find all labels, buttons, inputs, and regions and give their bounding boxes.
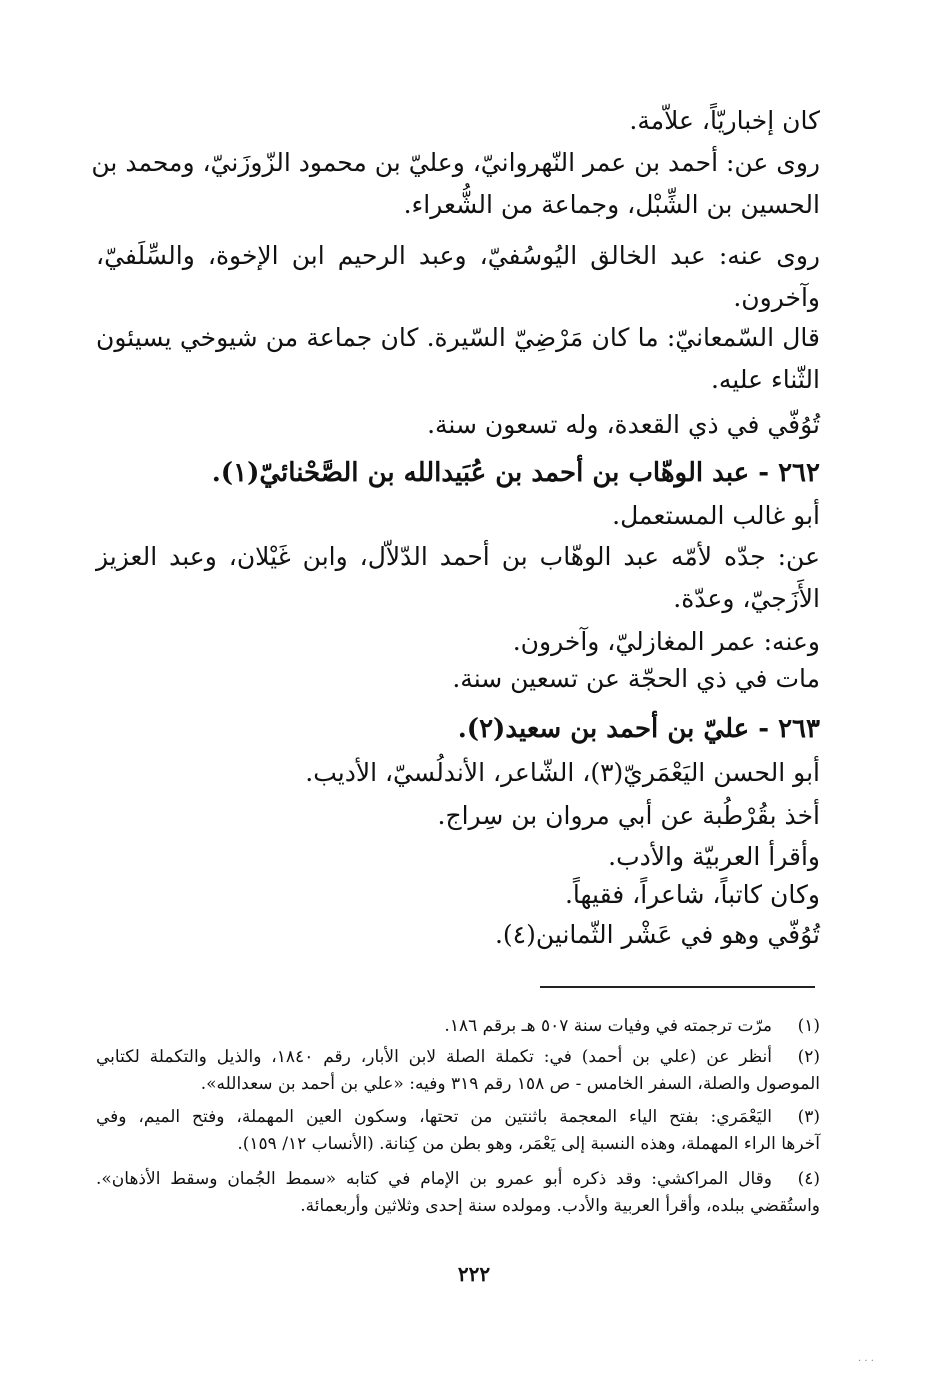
footnote-number: (٣) xyxy=(797,1107,820,1127)
footnote xyxy=(96,1105,820,1155)
text-line: الثّناء عليه. xyxy=(710,365,820,394)
text-line: عن: جدّه لأمّه عبد الوهّاب بن أحمد الدّلاّل، وابن غَيْلان، وعبد العزيز xyxy=(96,542,820,571)
entry-heading: ٢٦٢ - عبد الوهّاب بن أحمد بن عُبَيدالله بن الصَّحْنائيّ(١). xyxy=(211,458,820,488)
text-line: أخذ بقُرْطُبة عن أبي مروان بن سِراج. xyxy=(437,801,820,830)
footnote-text: واستُقضي ببلده، وأقرأ العربية والأدب. ومولده سنة إحدى وثلاثين وأربعمائة. xyxy=(300,1196,820,1216)
footnote-text: وقال المراكشي: وقد ذكره أبو عمرو بن الإمام في كتابه «سمط الجُمان وسقط الأذهان». xyxy=(96,1169,772,1189)
text-line: روى عن: أحمد بن عمر النّهروانيّ، وعليّ بن محمود الزّوزَنيّ، ومحمد بن xyxy=(91,148,820,177)
text-line: الأَزَجيّ، وعدّة. xyxy=(673,584,820,613)
footnote-number: (٢) xyxy=(797,1047,820,1067)
footnote-number: (١) xyxy=(797,1016,820,1036)
text-line: أبو غالب المستعمل. xyxy=(612,501,820,530)
text-line: تُوُفّي في ذي القعدة، وله تسعون سنة. xyxy=(427,410,820,439)
footnote-number: (٤) xyxy=(797,1169,820,1189)
footnote-text: اليَعْمَري: بفتح الياء المعجمة باثنتين من تحتها، وسكون العين المهملة، وفتح الميم، وفي xyxy=(96,1107,772,1127)
text-line: الحسين بن الشِّبْل، وجماعة من الشُّعراء. xyxy=(403,190,820,219)
footnote-text: الموصول والصلة، السفر الخامس - ص ١٥٨ رقم ٣١٩ وفيه: «علي بن أحمد بن سعدالله». xyxy=(200,1074,820,1094)
text-line: وأقرأ العربيّة والأدب. xyxy=(608,842,820,871)
text-line: أبو الحسن اليَعْمَريّ(٣)، الشّاعر، الأندلُسيّ، الأديب. xyxy=(305,758,820,787)
text-line: كان إخباريّاً، علاّمة. xyxy=(629,106,820,135)
footnote xyxy=(96,1045,820,1095)
footnote xyxy=(96,1167,820,1217)
text-line: روى عنه: عبد الخالق اليُوسُفيّ، وعبد الرحيم ابن الإخوة، والسِّلَفيّ، xyxy=(96,241,820,270)
footnote xyxy=(96,1014,820,1039)
text-line: مات في ذي الحجّة عن تسعين سنة. xyxy=(452,664,820,693)
footnote-text: مرّت ترجمته في وفيات سنة ٥٠٧ هـ برقم ١٨٦. xyxy=(444,1016,772,1036)
text-line: وكان كاتباً، شاعراً، فقيهاً. xyxy=(564,880,820,909)
scan-mark: · · · xyxy=(858,1356,874,1367)
footnote-divider xyxy=(540,986,815,988)
entry-heading: ٢٦٣ - عليّ بن أحمد بن سعيد(٢). xyxy=(457,714,820,744)
text-line: وعنه: عمر المغازليّ، وآخرون. xyxy=(512,627,820,656)
page-number: ٢٢٢ xyxy=(457,1262,491,1286)
text-line: قال السّمعانيّ: ما كان مَرْضِيّ السّيرة. كان جماعة من شيوخي يسيئون xyxy=(96,323,820,352)
footnote-text: آخرها الراء المهملة، وهذه النسبة إلى يَعْمَر، وهو بطن من كِنانة. (الأنساب ١٢/ ١٥٩). xyxy=(237,1134,820,1154)
footnote-text: أنظر عن (علي بن أحمد) في: تكملة الصلة لابن الأبار، رقم ١٨٤٠، والذيل والتكملة لكتابي xyxy=(96,1047,773,1067)
text-line: وآخرون. xyxy=(733,283,820,312)
text-line: تُوُفّي وهو في عَشْر الثّمانين(٤). xyxy=(494,920,820,949)
